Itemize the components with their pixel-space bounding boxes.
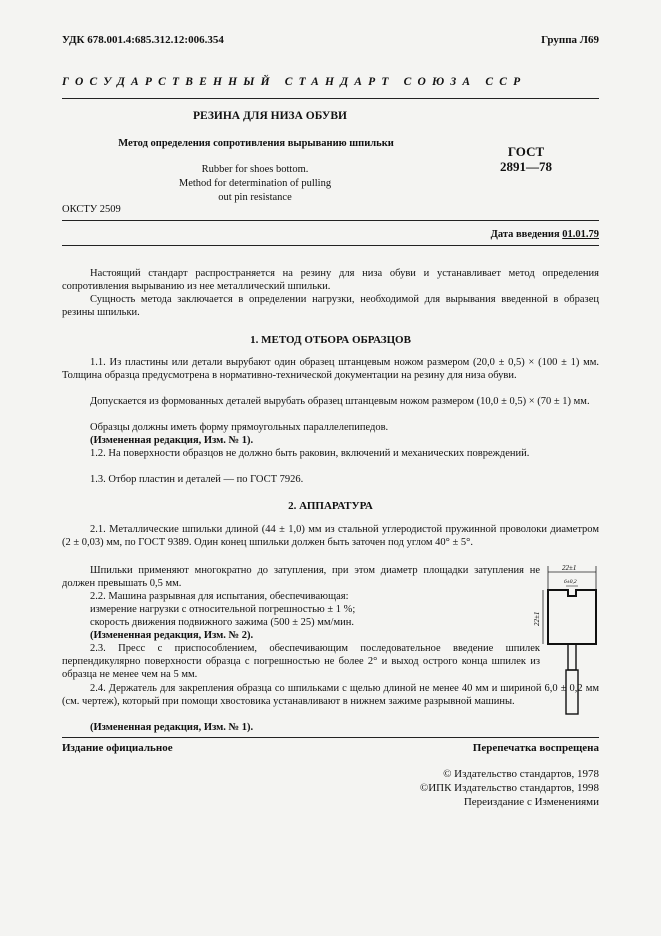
reprint-notice: Перепечатка воспрещена <box>472 742 599 754</box>
copyright-block <box>420 767 599 809</box>
paragraph-2-2-item: скорость движения подвижного зажима (500 ± 25) мм/мин. <box>90 617 354 628</box>
gost-number: 2891—78 <box>500 159 552 174</box>
group-code: Группа Л69 <box>541 34 599 46</box>
paragraph-1-1-alt: Допускается из формованных деталей вырубать образец штанцевым ножом размером (10,0 ± 0,5) × (70 ± 1) мм. <box>90 396 590 407</box>
copyright-line: Переиздание с Изменениями <box>463 796 599 808</box>
paragraph-1-2: 1.2. На поверхности образцов не должно быть раковин, включений и механических повреждений. <box>90 448 530 459</box>
okstu-code: ОКСТУ 2509 <box>62 204 121 215</box>
paragraph-1-3: 1.3. Отбор пластин и деталей — по ГОСТ 7926. <box>90 474 304 485</box>
footer-rule <box>62 737 599 738</box>
title-block-rule <box>62 220 599 221</box>
english-title-line: Method for determination of pulling <box>178 178 332 189</box>
paragraph-2-3: 2.3. Пресс с приспособлением, обеспечивающим последовательное введение шпилек перпендикулярно поверхности образца с погрешностью не более 2° и выход острого конца шпилек из образца не менее чем на 5 мм. <box>62 643 540 680</box>
edit-note: (Измененная редакция, Изм. № 1). <box>90 722 254 733</box>
document-title: РЕЗИНА ДЛЯ НИЗА ОБУВИ <box>193 110 347 122</box>
official-edition: Издание официальное <box>62 742 173 754</box>
dim-width-label: 22±1 <box>562 564 577 572</box>
dim-height-label: 22±1 <box>533 611 541 626</box>
section-1-heading: 1. МЕТОД ОТБОРА ОБРАЗЦОВ <box>250 334 411 346</box>
paragraph-2-4: 2.4. Держатель для закрепления образца со шпильками с щелью длиной не менее 40 мм и шириной 6,0 ± 0,2 мм (см. чертеж), который при помощи хвостовика устанавливают в нижнем зажиме разрывной машины. <box>62 683 599 707</box>
intro-paragraph: Сущность метода заключается в определении нагрузки, необходимой для вырывания введенной в образец резины шпильки. <box>62 294 599 318</box>
copyright-line: © Издательство стандартов, 1978 <box>443 768 599 780</box>
date-rule <box>62 245 599 246</box>
english-title <box>150 163 360 205</box>
gost-designation <box>494 144 558 174</box>
udk-code: УДК 678.001.4:685.312.12:006.354 <box>62 34 224 46</box>
holder-drawing <box>533 560 612 718</box>
copyright-line: ©ИПК Издательство стандартов, 1998 <box>419 782 599 794</box>
paragraph-2-2-item: измерение нагрузки с относительной погрешностью ± 1 %; <box>90 604 356 615</box>
section-2-heading: 2. АППАРАТУРА <box>288 500 373 512</box>
english-title-line: Rubber for shoes bottom. <box>201 164 309 175</box>
intro-paragraph: Настоящий стандарт распространяется на резину для низа обуви и устанавливает метод определения сопротивления вырыванию из нее металлический шпильки. <box>62 268 599 292</box>
paragraph-1-1: 1.1. Из пластины или детали вырубают один образец штанцевым ножом размером (20,0 ± 0,5) × (100 ± 1) мм. Толщина образца предусмотрена в нормативно-технической документации на резину для низа обуви. <box>62 357 599 381</box>
document-subtitle: Метод определения сопротивления вырыванию шпильки <box>118 138 394 149</box>
paragraph-2-1-blunt: Шпильки применяют многократно до затупления, при этом диаметр площадки затупления не должен превышать 0,5 мм. <box>62 565 540 589</box>
effective-date <box>491 229 599 240</box>
paragraph-1-1-shape: Образцы должны иметь форму прямоугольных параллелепипедов. <box>90 422 389 433</box>
edit-note: (Измененная редакция, Изм. № 1). <box>90 435 254 446</box>
effective-date-label: Дата введения <box>490 229 560 240</box>
state-standard-banner: ГОСУДАРСТВЕННЫЙ СТАНДАРТ СОЮЗА ССР <box>62 76 527 88</box>
paragraph-2-1: 2.1. Металлические шпильки длиной (44 ± 1,0) мм из стальной углеродистой пружинной проволоки диаметром (2 ± 0,03) мм, по ГОСТ 9389. Один конец шпильки должен быть заточен под углом 40° ± 5°. <box>62 524 599 548</box>
english-title-line: out pin resistance <box>218 192 292 203</box>
header-rule <box>62 98 599 99</box>
effective-date-value: 01.01.79 <box>562 229 599 240</box>
dim-slot-label: 6±0,2 <box>564 579 577 585</box>
edit-note: (Измененная редакция, Изм. № 2). <box>90 630 254 641</box>
paragraph-2-2: 2.2. Машина разрывная для испытания, обеспечивающая: <box>90 591 349 602</box>
gost-label: ГОСТ <box>507 144 545 159</box>
